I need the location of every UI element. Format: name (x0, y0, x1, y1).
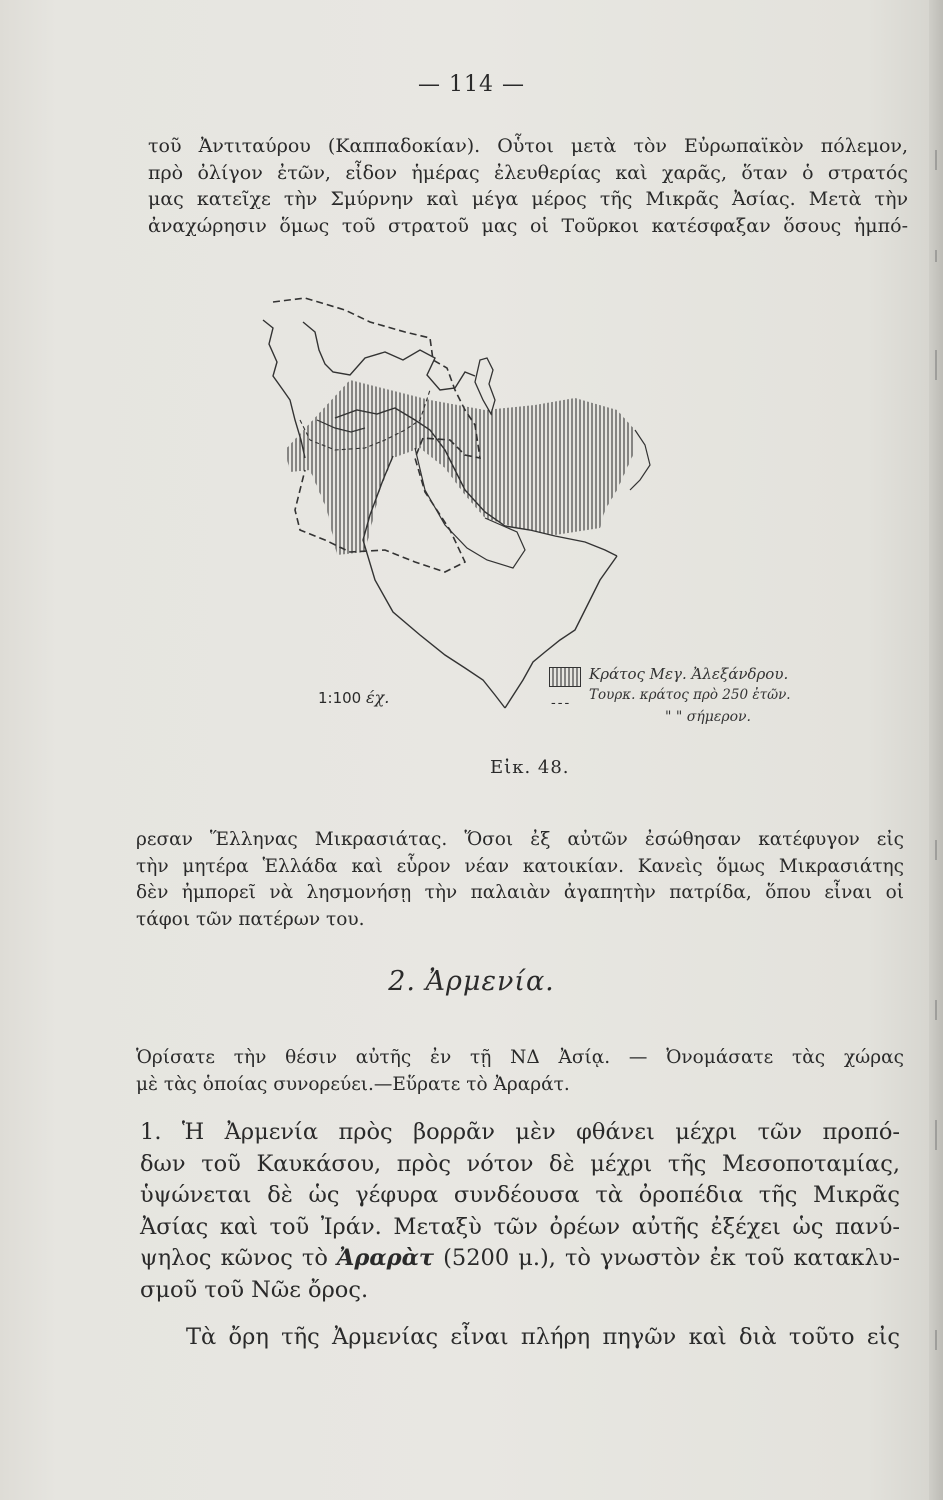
paragraph-questions (136, 1045, 904, 1098)
section-title: 2. Ἀρμενία. (388, 966, 555, 997)
text-line: ὑψώνεται δὲ ὡς γέφυρα συνδέουσα τὰ ὀροπέδια τῆς Μικρᾶς (140, 1182, 900, 1208)
map-scale (318, 688, 389, 707)
text-line: δων τοῦ Καυκάσου, πρὸς νότον δὲ μέχρι τῆς Μεσοποταμίας, (140, 1150, 900, 1177)
text-line: Ἀσίας καὶ τοῦ Ἰράν. Μεταξὺ τῶν ὀρέων αὐτῆς ἐξέχει ὡς πανύ- (140, 1213, 900, 1240)
text-line: πρὸ ὀλίγον ἐτῶν, εἶδον ἡμέρας ἐλευθερίας καὶ χαρᾶς, ὅταν ὁ στρατός (148, 161, 908, 184)
adjacent-page-edge (929, 0, 943, 1500)
scale-unit: έχ. (366, 688, 390, 707)
text-line: μας κατεῖχε τὴν Σμύρνην καὶ μέγα μέρος τῆς Μικρᾶς Ἀσίας. Μετὰ τὴν (148, 188, 908, 210)
map-legend (547, 665, 797, 755)
caspian-coast (475, 358, 495, 414)
text-line: Τὰ ὄρη τῆς Ἀρμενίας εἶναι πλήρη πηγῶν καὶ διὰ τοῦτο εἰς (186, 1324, 900, 1350)
alexander-empire-area (285, 380, 635, 555)
page-number: — 114 — (418, 72, 525, 97)
text-line (140, 1245, 900, 1271)
text-line: τοῦ Ἀντιταύρου (Καππαδοκίαν). Οὗτοι μετὰ τὸν Εὐρωπαϊκὸν πόλεμον, (148, 135, 908, 157)
text-line: ρεσαν Ἕλληνας Μικρασιάτας. Ὅσοι ἐξ αὐτῶν ἐσώθησαν κατέφυγον εἰς (136, 829, 904, 850)
paragraph-armenia-geography (140, 1117, 900, 1306)
legend-today-label: " " σήμερον. (665, 709, 751, 725)
figure-caption: Εἰκ. 48. (490, 757, 570, 778)
text-line: δὲν ἠμπορεῖ νὰ λησμονήσῃ τὴν παλαιὰν ἀγαπητὴν πατρίδα, ὅπου εἶναι οἱ (136, 882, 904, 903)
paragraph-refugees (136, 827, 904, 933)
text-line: μὲ τὰς ὁποίας συνορεύει.—Εὕρατε τὸ Ἀραράτ. (136, 1073, 570, 1095)
text-fragment: (5200 μ.), τὸ γνωστὸν ἐκ τοῦ κατακλυ- (434, 1245, 900, 1271)
text-fragment: ψηλος κῶνος τὸ (140, 1245, 337, 1271)
legend-ottoman-past-label: Τουρκ. κράτος πρὸ 250 ἐτῶν. (589, 687, 791, 703)
coastline (303, 322, 475, 390)
legend-alexander-label: Κράτος Μεγ. Ἀλεξάνδρου. (589, 665, 789, 683)
text-line: 1. Ἡ Ἀρμενία πρὸς βορρᾶν μὲν φθάνει μέχρι τῶν προπό- (140, 1119, 900, 1145)
text-line: Ὁρίσατε τὴν θέσιν αὐτῆς ἐν τῇ ΝΔ Ἀσίᾳ. — Ὀνομάσατε τὰς χώρας (136, 1047, 904, 1068)
text-line: σμοῦ τοῦ Νῶε ὄρος. (140, 1276, 369, 1303)
legend-hatch-swatch (549, 667, 581, 687)
text-line: τὴν μητέρα Ἑλλάδα καὶ εὗρον νέαν κατοικίαν. Κανεὶς ὅμως Μικρασιάτης (136, 855, 904, 877)
legend-dash-symbol: --- (551, 695, 572, 711)
historical-map (255, 280, 695, 710)
ararat-term: Ἀραρὰτ (336, 1245, 435, 1271)
text-line: ἀναχώρησιν ὅμως τοῦ στρατοῦ μας οἱ Τοῦρκοι κατέσφαξαν ὅσους ἠμπό- (148, 214, 908, 237)
scale-ratio: 1:100 (318, 689, 362, 707)
paragraph-mountains (186, 1322, 900, 1354)
paragraph-intro (148, 133, 908, 239)
text-line: τάφοι τῶν πατέρων του. (136, 908, 365, 930)
